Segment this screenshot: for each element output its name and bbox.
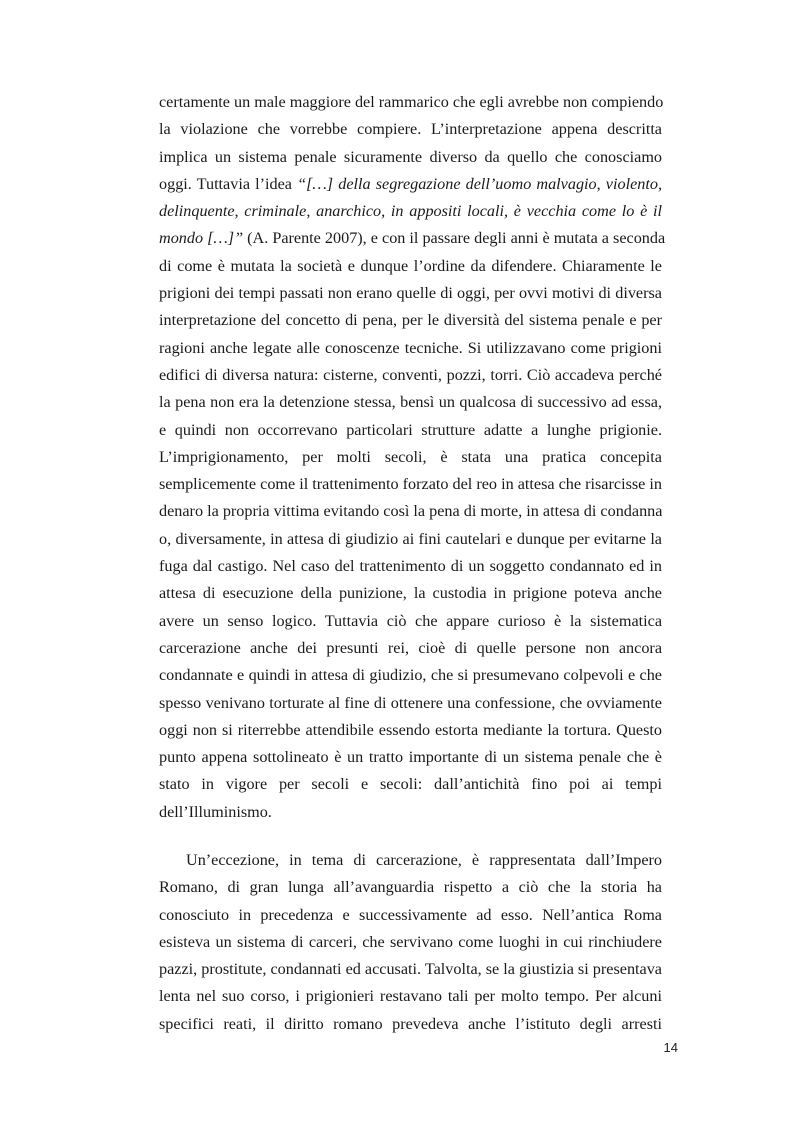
text-line: pazzi, prostitute, condannati ed accusati. Talvolta, se la giustizia si presentava [159, 960, 662, 979]
text-line: avere un senso logico. Tuttavia ciò che appare curioso è la sistematica [159, 611, 662, 630]
text-line: Un’eccezione, in tema di carcerazione, è rappresentata dall’Impero [186, 851, 662, 869]
text-line: di come è mutata la società e dunque l’ordine da difendere. Chiaramente le [159, 256, 662, 275]
text-line: mondo […]” (A. Parente 2007), e con il passare degli anni è mutata a seconda [159, 229, 666, 248]
text-line: delinquente, criminale, anarchico, in appositi locali, è vecchia come lo è il [159, 202, 662, 221]
text-line: specifici reati, il diritto romano prevedeva anche l’istituto degli arresti [159, 1014, 662, 1033]
text-line: condannate e quindi in attesa di giudizio, che si presumevano colpevoli e che [159, 666, 662, 685]
text-line: o, diversamente, in attesa di giudizio ai fini cautelari e dunque per evitarne la [159, 529, 662, 548]
text-line: la pena non era la detenzione stessa, bensì un qualcosa di successivo ad essa, [159, 393, 662, 412]
text-line: attesa di esecuzione della punizione, la custodia in prigione poteva anche [159, 584, 662, 603]
body-paragraph-1 [159, 89, 666, 826]
text-line: e quindi non occorrevano particolari strutture adatte a lunghe prigionie. [159, 420, 662, 439]
text-line: esisteva un sistema di carceri, che servivano come luoghi in cui rinchiudere [159, 932, 662, 951]
text-line: fuga dal castigo. Nel caso del trattenimento di un soggetto condannato ed in [159, 557, 662, 576]
text-line: L’imprigionamento, per molti secoli, è stata una pratica concepita [159, 447, 662, 466]
text-line: dell’Illuminismo. [159, 802, 272, 821]
text-line: implica un sistema penale sicuramente diverso da quello che conosciamo [159, 147, 662, 166]
text-line: Romano, di gran lunga all’avanguardia rispetto a ciò che la storia ha [159, 878, 662, 897]
text-line: punto appena sottolineato è un tratto importante di un sistema penale che è [159, 748, 662, 767]
text-line: spesso venivano torturate al fine di ottenere una confessione, che ovviamente [159, 693, 662, 712]
text-line: carcerazione anche dei presunti rei, cioè di quelle persone non ancora [159, 638, 662, 657]
text-line: denaro la propria vittima evitando così la pena di morte, in attesa di condanna [159, 502, 663, 521]
text-line: ragioni anche legate alle conoscenze tecniche. Si utilizzavano come prigioni [159, 338, 662, 357]
text-line: prigioni dei tempi passati non erano quelle di oggi, per ovvi motivi di diversa [159, 284, 662, 303]
page-number: 14 [663, 1040, 678, 1055]
text-line: stato in vigore per secoli e secoli: dall’antichità fino poi ai tempi [159, 775, 662, 794]
text-line: certamente un male maggiore del rammarico che egli avrebbe non compiendo [159, 93, 664, 111]
text-line: oggi non si riterrebbe attendibile essendo estorta mediante la tortura. Questo [159, 720, 662, 739]
text-line: conosciuto in precedenza e successivamente ad esso. Nell’antica Roma [159, 905, 662, 924]
text-line: oggi. Tuttavia l’idea “[…] della segregazione dell’uomo malvagio, violento, [159, 174, 663, 193]
text-line: lenta nel suo corso, i prigionieri restavano tali per molto tempo. Per alcuni [159, 987, 662, 1006]
text-line: edifici di diversa natura: cisterne, conventi, pozzi, torri. Ciò accadeva perché [159, 365, 662, 384]
text-line: la violazione che vorrebbe compiere. L’interpretazione appena descritta [159, 120, 662, 139]
text-line: interpretazione del concetto di pena, per le diversità del sistema penale e per [159, 311, 662, 330]
text-line: semplicemente come il trattenimento forzato del reo in attesa che risarcisse in [159, 475, 662, 494]
body-paragraph-2 [159, 847, 662, 1038]
